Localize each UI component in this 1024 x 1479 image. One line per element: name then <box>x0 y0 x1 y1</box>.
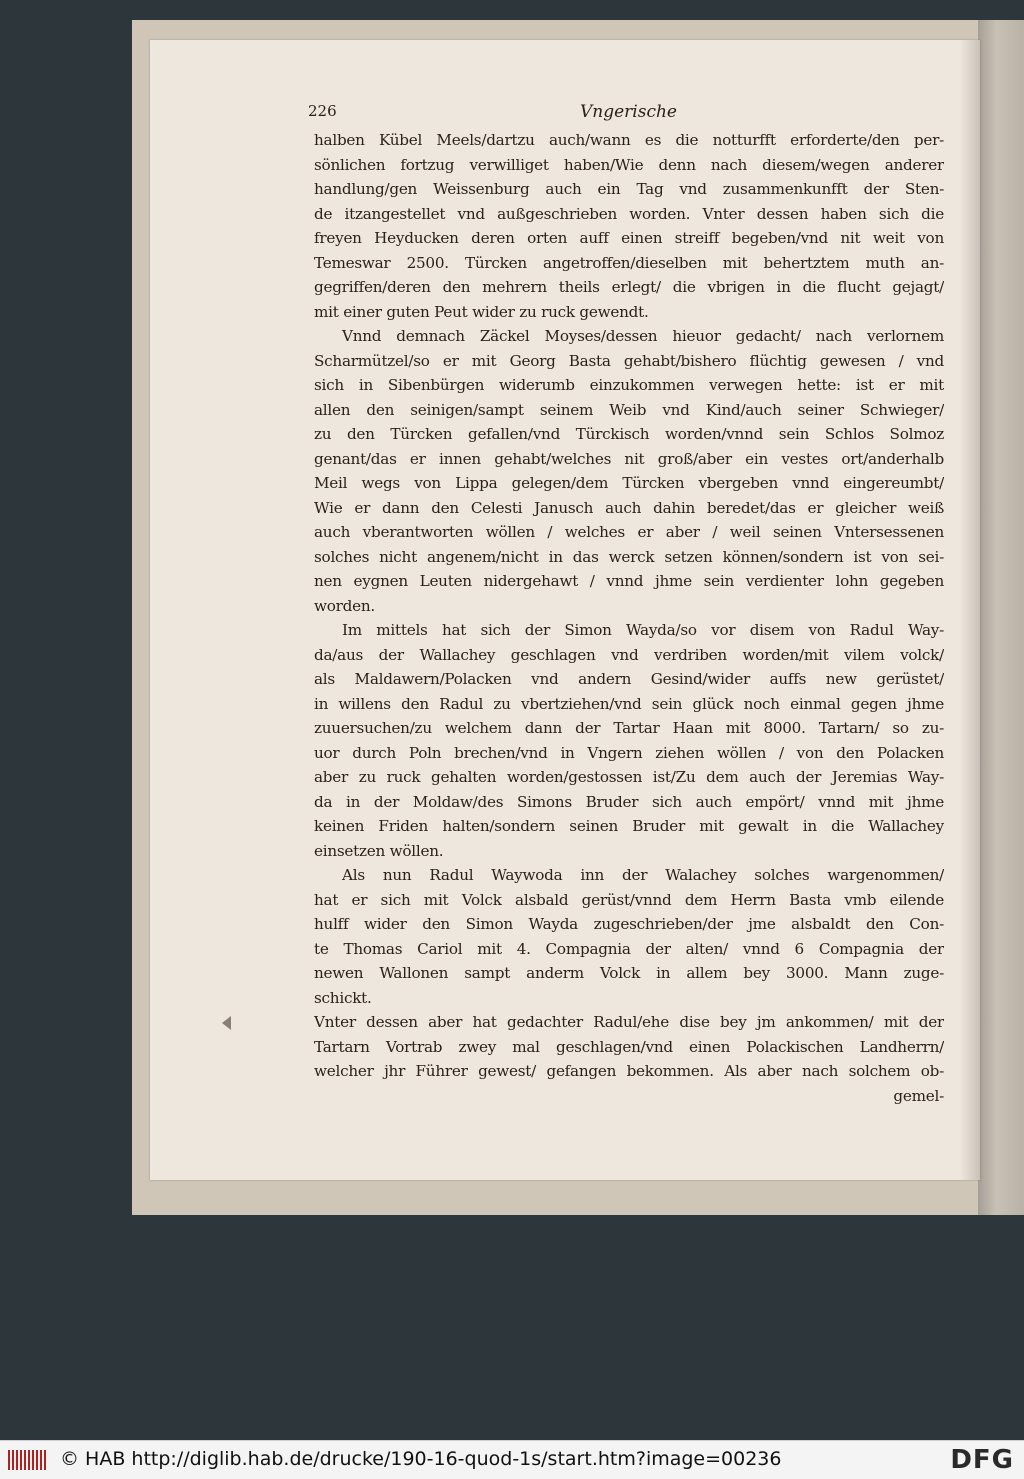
text-line: Scharmützel/so er mit Georg Basta gehabt/bishero flüchtig gewesen / vnd <box>314 351 944 370</box>
text-line: sich in Sibenbürgen widerumb einzukommen verwegen hette: ist er mit <box>314 376 944 394</box>
text-line: schickt. <box>314 988 372 1007</box>
page-edge-stack <box>978 20 1024 1215</box>
text-line: genant/das er innen gehabt/welches nit groß/aber ein vestes ort/anderhalb <box>314 449 944 468</box>
text-line: auch vberantworten wöllen / welches er aber / weil seinen Vntersessenen <box>314 523 944 541</box>
text-line: Wie er dann den Celesti Janusch auch dahin beredet/das er gleicher weiß <box>314 498 944 517</box>
text-line: Vnter dessen aber hat gedachter Radul/ehe dise bey jm ankommen/ mit der <box>314 1013 944 1031</box>
text-line: te Thomas Cariol mit 4. Compagnia der alten/ vnnd 6 Compagnia der <box>314 939 944 958</box>
text-line: handlung/gen Weissenburg auch ein Tag vnd zusammenkunfft der Sten- <box>314 180 944 198</box>
text-line: hulff wider den Simon Wayda zugeschrieben/der jme alsbaldt den Con- <box>314 915 944 933</box>
text-line: Im mittels hat sich der Simon Wayda/so vor disem von Radul Way- <box>342 621 944 639</box>
text-line: halben Kübel Meels/dartzu auch/wann es die notturfft erforderte/den per- <box>314 131 944 149</box>
text-line: Als nun Radul Waywoda inn der Walachey solches wargenommen/ <box>342 866 944 884</box>
text-line: Tartarn Vortrab zwey mal geschlagen/vnd einen Polackischen Landherrn/ <box>314 1037 944 1056</box>
text-line: mit einer guten Peut wider zu ruck gewendt. <box>314 302 649 321</box>
dfg-logo: DFG <box>950 1445 1014 1475</box>
catchword: gemel- <box>893 1086 944 1105</box>
text-line: einsetzen wöllen. <box>314 841 444 860</box>
margin-marker-icon <box>222 1016 231 1030</box>
text-line: uor durch Poln brechen/vnd in Vngern ziehen wöllen / von den Polacken <box>314 743 944 762</box>
text-line: Temeswar 2500. Türcken angetroffen/dieselben mit behertztem muth an- <box>314 253 944 272</box>
text-line: Vnnd demnach Zäckel Moyses/dessen hieuor gedacht/ nach verlornem <box>342 327 944 345</box>
page-gutter-shadow <box>960 40 980 1180</box>
text-line: nen eygnen Leuten nidergehawt / vnnd jhme sein verdienter lohn gegeben <box>314 572 944 590</box>
page-number: 226 <box>308 102 337 120</box>
text-line: welcher jhr Führer gewest/ gefangen bekommen. Als aber nach solchem ob- <box>314 1062 944 1080</box>
text-line: da/aus der Wallachey geschlagen vnd verdriben worden/mit vilem volck/ <box>314 645 944 664</box>
page-body-text <box>314 128 944 1108</box>
source-credit-link[interactable]: © HAB http://diglib.hab.de/drucke/190-16-quod-1s/start.htm?image=00236 <box>60 1448 782 1470</box>
barcode-icon <box>8 1450 46 1470</box>
text-line: de itzangestellet vnd außgeschrieben worden. Vnter dessen haben sich die <box>314 204 944 223</box>
text-line: solches nicht angenem/nicht in das werck setzen können/sondern ist von sei- <box>314 547 944 566</box>
text-line: gegriffen/deren den mehrern theils erlegt/ die vbrigen in die flucht gejagt/ <box>314 278 944 296</box>
text-line: keinen Friden halten/sondern seinen Bruder mit gewalt in die Wallachey <box>314 817 944 835</box>
text-line: in willens den Radul zu vbertziehen/vnd sein glück noch einmal gegen jhme <box>314 694 944 713</box>
text-line: sönlichen fortzug verwilliget haben/Wie denn nach diesem/wegen anderer <box>314 155 944 174</box>
text-line: allen den seinigen/sampt seinem Weib vnd Kind/auch seiner Schwieger/ <box>314 400 944 419</box>
text-line: als Maldawern/Polacken vnd andern Gesind/wider auffs new gerüstet/ <box>314 670 944 688</box>
text-line: da in der Moldaw/des Simons Bruder sich auch empört/ vnnd mit jhme <box>314 792 944 811</box>
text-line: newen Wallonen sampt anderm Volck in allem bey 3000. Mann zuge- <box>314 964 944 982</box>
page-header <box>308 102 948 128</box>
text-line: aber zu ruck gehalten worden/gestossen ist/Zu dem auch der Jeremias Way- <box>314 768 944 786</box>
text-line: freyen Heyducken deren orten auff einen streiff begeben/vnd nit weit von <box>314 229 944 247</box>
viewer-footer <box>0 1440 1024 1479</box>
text-line: zu den Türcken gefallen/vnd Türckisch worden/vnnd sein Schlos Solmoz <box>314 425 944 443</box>
running-title: Vngerische <box>580 102 677 122</box>
text-line: worden. <box>314 596 375 615</box>
text-line: Meil wegs von Lippa gelegen/dem Türcken vbergeben vnnd eingereumbt/ <box>314 474 944 492</box>
text-line: zuuersuchen/zu welchem dann der Tartar Haan mit 8000. Tartarn/ so zu- <box>314 719 944 737</box>
text-line: hat er sich mit Volck alsbald gerüst/vnnd dem Herrn Basta vmb eilende <box>314 890 944 909</box>
